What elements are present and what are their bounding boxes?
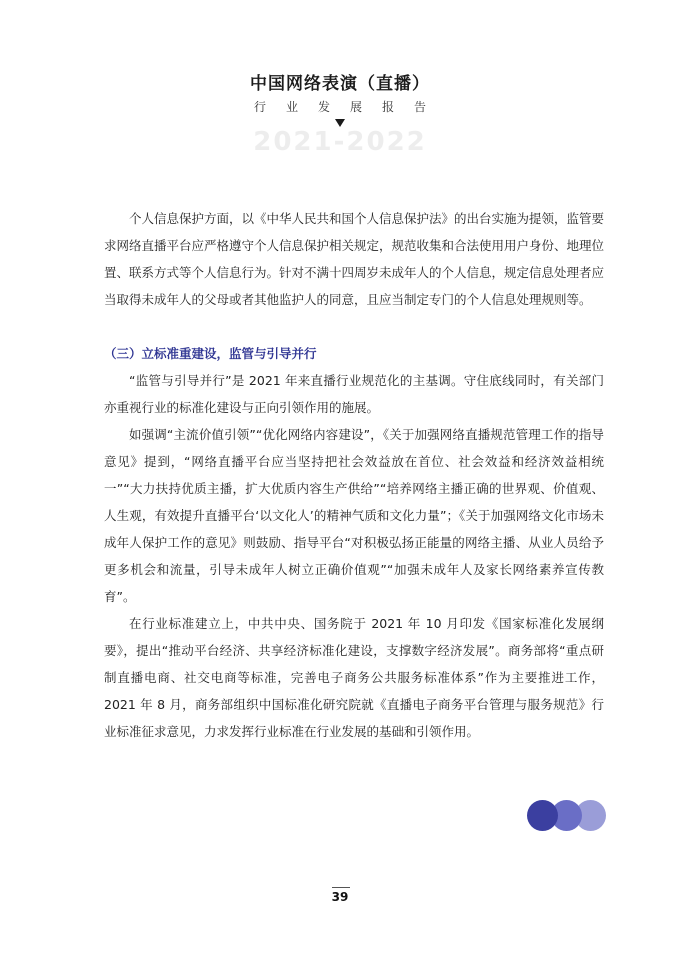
report-subtitle: 行业发展报告 xyxy=(253,100,446,114)
body-content xyxy=(104,205,604,745)
decorative-circles xyxy=(527,800,607,832)
paragraph-standards: 在行业标准建立上，中共中央、国务院于 2021 年 10 月印发《国家标准化发展纲要》，提出“推动平台经济、共享经济标准化建设，支撑数字经济发展”。商务部将“重点研制直播电商、社交电商等标准，完善电子商务公共服务标准体系”作为主要推进工作，2021 年 8 月，商务部组织中国标准化研究院就《直播电子商务平台管理与服务规范》行业标准征求意见，力求发挥行业标准在行业发展的基础和引领作用。 xyxy=(104,616,604,739)
paragraph-supervision: “监管与引导并行”是 2021 年来直播行业规范化的主基调。守住底线同时，有关部门亦重视行业的标准化建设与正向引领作用的施展。 xyxy=(104,373,604,415)
page-number-rule xyxy=(332,887,350,888)
triangle-down-icon xyxy=(335,119,345,127)
section-heading: （三）立标准重建设，监管与引导并行 xyxy=(104,346,317,361)
report-header xyxy=(0,72,680,157)
paragraph-spacer xyxy=(104,313,604,340)
paragraph-guidance: 如强调“主流价值引领”“优化网络内容建设”，《关于加强网络直播规范管理工作的指导意见》提到，“网络直播平台应当坚持把社会效益放在首位、社会效益和经济效益相统一”“大力扶持优质主播，扩大优质内容生产供给”“培养网络主播正确的世界观、价值观、人生观，有效提升直播平台‘以文化人’的精神气质和文化力量”；《关于加强网络文化市场未成年人保护工作的意见》则鼓励、指导平台“对积极弘扬正能量的网络主播、从业人员给予更多机会和流量，引导未成年人树立正确价值观”“加强未成年人及家长网络素养宣传教育”。 xyxy=(104,427,604,604)
report-year-watermark: 2021-2022 xyxy=(253,127,427,157)
report-title: 中国网络表演（直播） xyxy=(250,74,430,94)
circle-icon xyxy=(527,800,558,831)
paragraph-personal-info: 个人信息保护方面，以《中华人民共和国个人信息保护法》的出台实施为提领，监管要求网络直播平台应严格遵守个人信息保护相关规定，规范收集和合法使用用户身份、地理位置、联系方式等个人信息行为。针对不满十四周岁未成年人的个人信息，规定信息处理者应当取得未成年人的父母或者其他监护人的同意，且应当制定专门的个人信息处理规则等。 xyxy=(104,211,605,307)
page-number: 39 xyxy=(331,890,349,904)
